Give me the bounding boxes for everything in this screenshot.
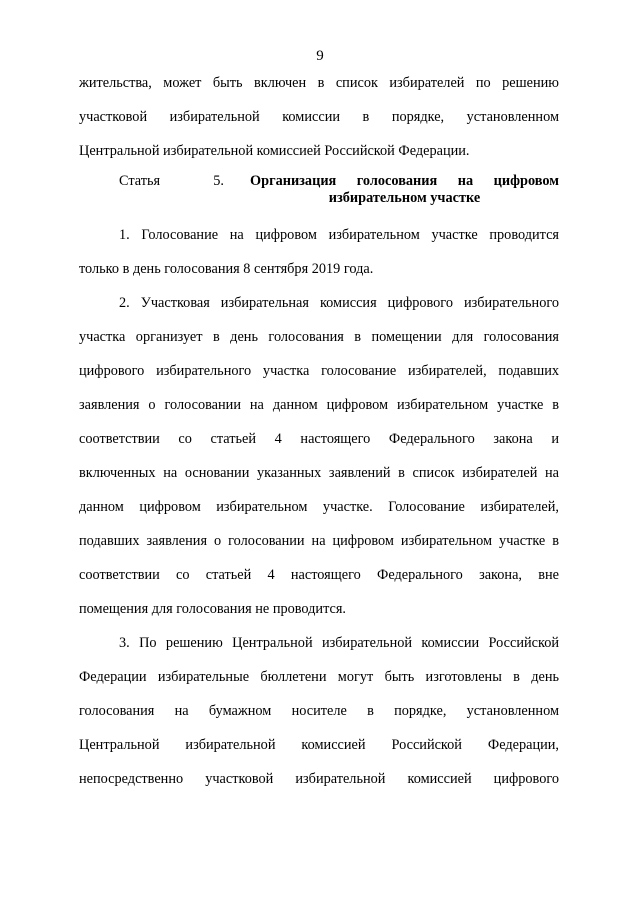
text-line: 2. Участковая избирательная комиссия цифрового избирательного	[119, 295, 559, 311]
text-line: участковой избирательной комиссии в порядке, установленном	[79, 109, 559, 125]
text-line: голосования на бумажном носителе в порядке, установленном	[79, 703, 559, 719]
text-line: Центральной избирательной комиссией Российской Федерации,	[79, 737, 559, 753]
text-line: жительства, может быть включен в список избирателей по решению	[79, 75, 559, 91]
article-title-line: Организация голосования на цифровом	[250, 173, 559, 189]
text-line: непосредственно участковой избирательной комиссией цифрового	[79, 771, 559, 787]
article-label-number: 5.	[213, 173, 224, 189]
paragraph-3	[79, 631, 559, 801]
text-line: включенных на основании указанных заявлений в список избирателей на	[79, 465, 559, 481]
article-label	[79, 173, 224, 223]
document-body	[79, 71, 559, 801]
paragraph-2	[79, 291, 559, 631]
article-label-word: Статья	[119, 173, 161, 189]
text-line: заявления о голосовании на данном цифровом избирательном участке в	[79, 397, 559, 413]
text-line: цифрового избирательного участка голосование избирателей, подавших	[79, 363, 559, 379]
text-line: 3. По решению Центральной избирательной комиссии Российской	[119, 635, 559, 651]
article-heading	[79, 173, 559, 223]
text-line: 1. Голосование на цифровом избирательном участке проводится	[119, 227, 559, 243]
intro-paragraph	[79, 71, 559, 173]
article-title-line: избирательном участке	[328, 190, 481, 206]
paragraph-1	[79, 223, 559, 291]
text-line: участка организует в день голосования в помещении для голосования	[79, 329, 559, 345]
page-number: 9	[316, 48, 324, 64]
text-line: соответствии со статьей 4 настоящего Федерального закона и	[79, 431, 559, 447]
text-line: помещения для голосования не проводится.	[79, 601, 346, 617]
text-line: Федерации избирательные бюллетени могут быть изготовлены в день	[79, 669, 559, 685]
text-line: соответствии со статьей 4 настоящего Федерального закона, вне	[79, 567, 559, 583]
text-line: подавших заявления о голосовании на цифровом избирательном участке в	[79, 533, 559, 549]
text-line: данном цифровом избирательном участке. Голосование избирателей,	[79, 499, 559, 515]
text-line: только в день голосования 8 сентября 2019 года.	[79, 261, 374, 277]
article-title	[250, 173, 559, 223]
text-line: Центральной избирательной комиссией Российской Федерации.	[79, 143, 470, 159]
